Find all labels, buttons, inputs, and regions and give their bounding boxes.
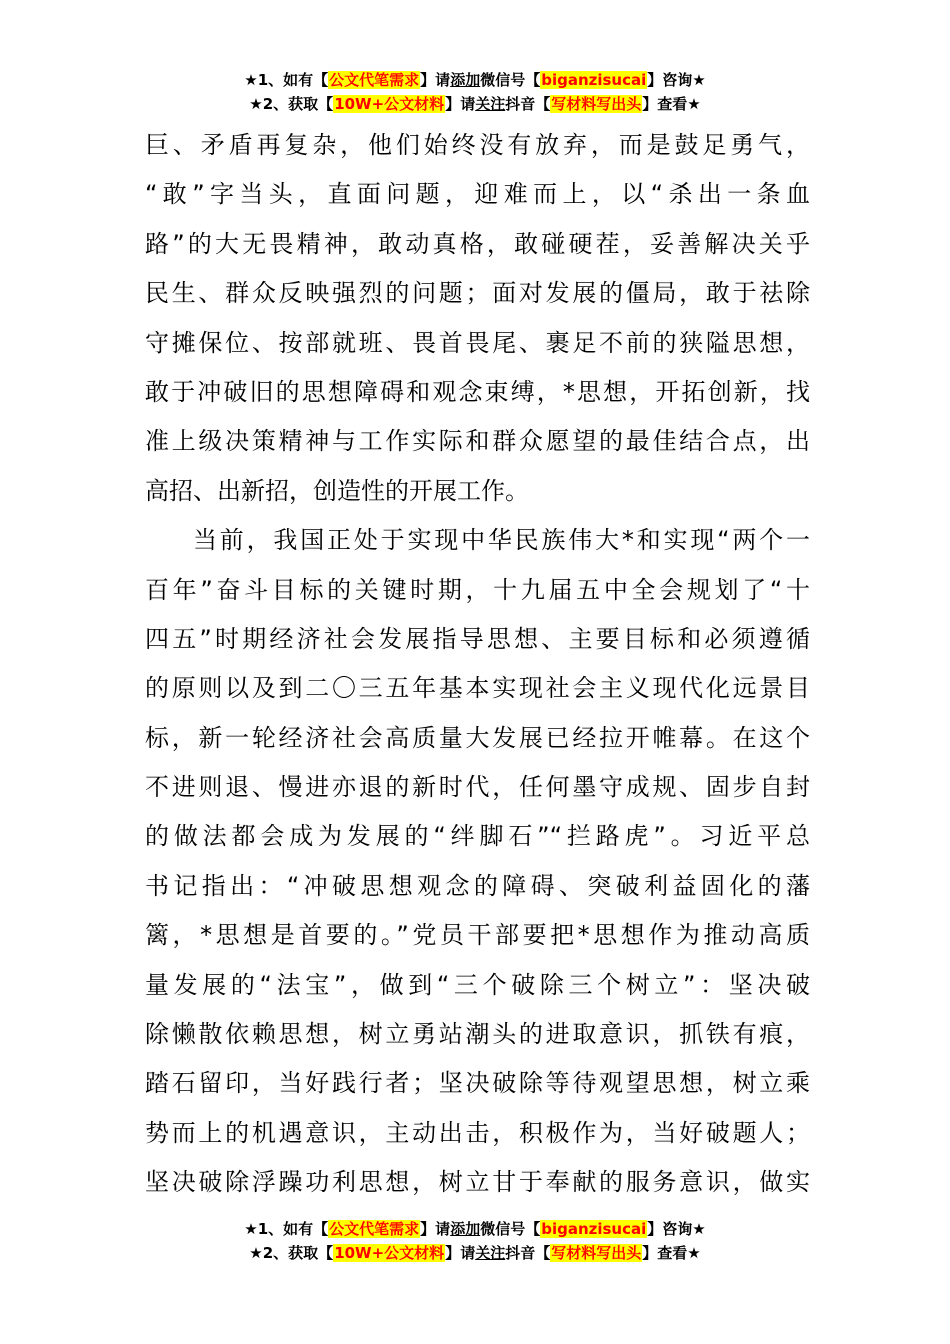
highlight-materials: 10W+公文材料 — [334, 95, 445, 113]
header-banner — [0, 68, 950, 116]
banner-text: 微信号【 — [480, 71, 541, 89]
highlight-service: 公文代笔需求 — [329, 71, 420, 89]
body-line: 准上级决策精神与工作实际和群众愿望的最佳结合点，出 — [145, 427, 810, 456]
underlined-follow: 关注 — [475, 95, 506, 113]
body-line: 敢于冲破旧的思想障碍和观念束缚，*思想，开拓创新，找 — [145, 377, 810, 406]
banner-text: 】请 — [445, 1244, 476, 1262]
banner-text: 】咨询★ — [647, 71, 706, 89]
banner-text: 】请 — [420, 71, 451, 89]
body-line: 除懒散依赖思想，树立勇站潮头的进取意识，抓铁有痕， — [145, 1020, 810, 1049]
body-line-paragraph-end: 高招、出新招，创造性的开展工作。 — [145, 476, 529, 505]
highlight-wechat-id: biganzisucai — [541, 1220, 647, 1238]
header-banner-line-2 — [0, 92, 950, 116]
underlined-add: 添加 — [450, 71, 481, 89]
banner-text: ★2、获取【 — [249, 1244, 334, 1262]
body-line-paragraph-start: 当前，我国正处于实现中华民族伟大*和实现“两个一 — [193, 526, 810, 555]
body-line: 不进则退、慢进亦退的新时代，任何墨守成规、固步自封 — [145, 773, 810, 802]
body-line: “敢”字当头，直面问题，迎难而上，以“杀出一条血 — [145, 180, 810, 209]
banner-text: ★1、如有【 — [244, 71, 329, 89]
body-line: 踏石留印，当好践行者；坚决破除等待观望思想，树立乘 — [145, 1069, 810, 1098]
banner-text: ★1、如有【 — [244, 1220, 329, 1238]
body-line: 势而上的机遇意识，主动出击，积极作为，当好破题人； — [145, 1118, 810, 1147]
body-line: 百年”奋斗目标的关键时期，十九届五中全会规划了“十 — [145, 575, 810, 604]
document-body — [145, 121, 810, 1208]
body-line: 篱，*思想是首要的。”党员干部要把*思想作为推动高质 — [145, 921, 810, 950]
body-line: 四五”时期经济社会发展指导思想、主要目标和必须遵循 — [145, 624, 810, 653]
body-line: 守摊保位、按部就班、畏首畏尾、裹足不前的狭隘思想， — [145, 328, 810, 357]
body-line: 标，新一轮经济社会高质量大发展已经拉开帷幕。在这个 — [145, 723, 810, 752]
body-line: 的做法都会成为发展的“绊脚石”“拦路虎”。习近平总 — [145, 822, 810, 851]
highlight-materials: 10W+公文材料 — [334, 1244, 445, 1262]
highlight-service: 公文代笔需求 — [329, 1220, 420, 1238]
underlined-add: 添加 — [450, 1220, 481, 1238]
highlight-wechat-id: biganzisucai — [541, 71, 647, 89]
banner-text: 抖音【 — [505, 95, 551, 113]
banner-text: 】咨询★ — [647, 1220, 706, 1238]
highlight-douyin-id: 写材料写出头 — [551, 95, 642, 113]
body-line: 巨、矛盾再复杂，他们始终没有放弃，而是鼓足勇气， — [145, 131, 810, 159]
banner-text: 抖音【 — [505, 1244, 551, 1262]
body-line: 量发展的“法宝”，做到“三个破除三个树立”：坚决破 — [145, 970, 810, 999]
body-line: 路”的大无畏精神，敢动真格，敢碰硬茬，妥善解决关乎 — [145, 229, 810, 258]
body-line: 坚决破除浮躁功利思想，树立甘于奉献的服务意识，做实 — [145, 1168, 810, 1197]
banner-text: 】查看★ — [642, 95, 701, 113]
banner-text: 】请 — [420, 1220, 451, 1238]
banner-text: 微信号【 — [480, 1220, 541, 1238]
highlight-douyin-id: 写材料写出头 — [551, 1244, 642, 1262]
body-line: 的原则以及到二〇三五年基本实现社会主义现代化远景目 — [145, 674, 810, 703]
footer-banner-line-1 — [0, 1217, 950, 1241]
banner-text: ★2、获取【 — [249, 95, 334, 113]
footer-banner-line-2 — [0, 1241, 950, 1265]
banner-text: 】查看★ — [642, 1244, 701, 1262]
body-line: 民生、群众反映强烈的问题；面对发展的僵局，敢于祛除 — [145, 279, 810, 308]
header-banner-line-1 — [0, 68, 950, 92]
body-line: 书记指出：“冲破思想观念的障碍、突破利益固化的藩 — [145, 871, 810, 900]
banner-text: 】请 — [445, 95, 476, 113]
footer-banner — [0, 1217, 950, 1265]
underlined-follow: 关注 — [475, 1244, 506, 1262]
